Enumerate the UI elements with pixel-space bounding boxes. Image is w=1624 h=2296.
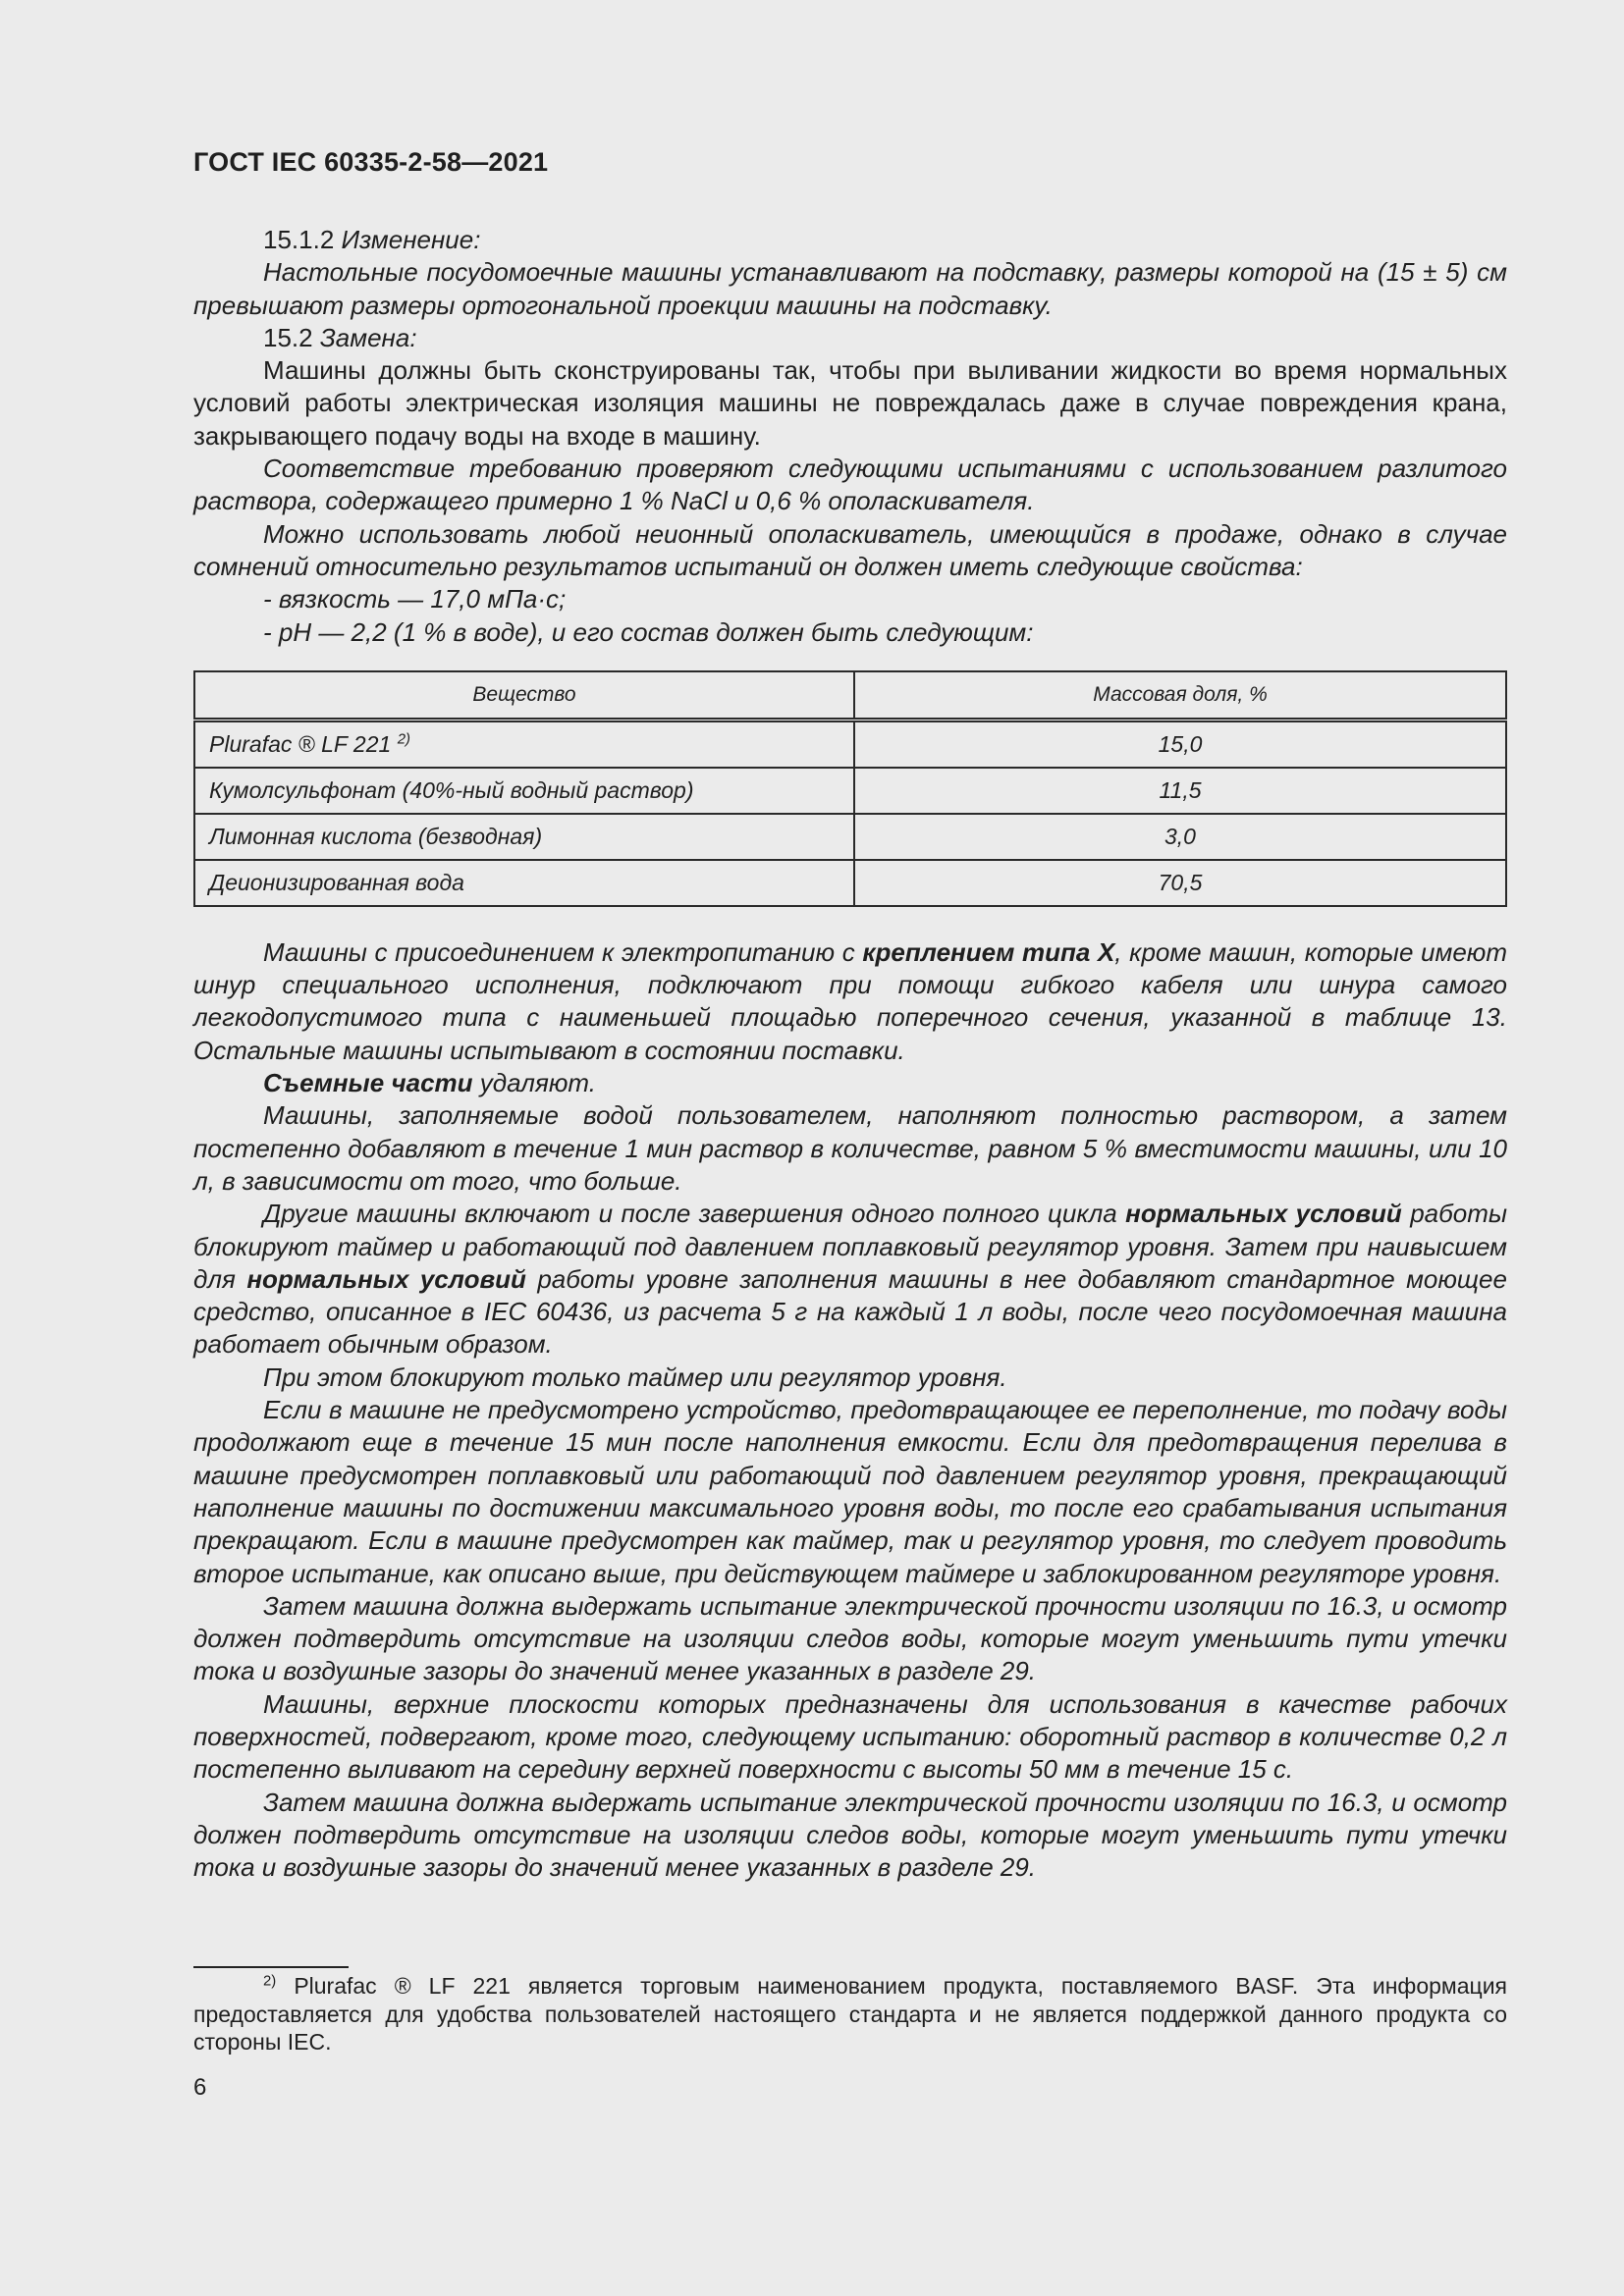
list-item-text: - pH — 2,2 (1 % в воде), и его состав должен быть следующим: <box>263 616 1034 647</box>
column-header-substance: Вещество <box>194 671 854 721</box>
substance-cell <box>194 720 854 768</box>
table-row <box>194 720 1506 768</box>
paragraph-text: удаляют. <box>472 1068 596 1098</box>
table-row <box>194 814 1506 860</box>
main-content <box>193 224 1507 1884</box>
paragraph <box>193 1787 1507 1885</box>
table-header-row <box>194 671 1506 721</box>
composition-table <box>193 670 1507 907</box>
mass-fraction-cell: 3,0 <box>854 814 1506 860</box>
paragraph-text: Машины с присоединением к электропитанию с <box>263 936 863 967</box>
paragraph <box>193 936 1507 1067</box>
paragraph-text: Соответствие требованию проверяют следующими испытаниями с использованием разлитого раствора, содержащего примерно 1 % NaCl и 0,6 % ополаскивателя. <box>193 454 1507 516</box>
substance-cell: Лимонная кислота (безводная) <box>194 814 854 860</box>
paragraph-text: работы уровне заполнения машины в нее добавляют стандартное моющее средство, описанное в IEC 60436, из расчета 5 г на каждый 1 л воды, после чего посудомоечная машина работает обычным образом. <box>193 1263 1507 1360</box>
paragraph-text: Можно использовать любой неионный ополаскиватель, имеющийся в продаже, однако в случае сомнений относительно результатов испытаний он должен иметь следующие свойства: <box>193 518 1507 581</box>
page-number: 6 <box>193 2074 207 2101</box>
paragraph <box>193 256 1507 322</box>
table-row <box>194 860 1506 906</box>
defined-term: Съемные части <box>263 1068 473 1098</box>
footnote-text <box>193 1972 1507 2056</box>
document-header: ГОСТ IEC 60335-2-58—2021 <box>193 147 549 177</box>
clause-label: Замена: <box>319 322 417 352</box>
paragraph-text: , кроме машин, которые имеют шнур специального исполнения, подключают при помощи гибкого кабеля или шнура самого легкодопустимого типа с наименьшей площадью поперечного сечения, указанной в таблице 13. Остальные машины испытывают в состоянии поставки. <box>193 936 1507 1065</box>
list-item <box>193 583 1507 615</box>
paragraph <box>193 1394 1507 1590</box>
paragraph-text: Если в машине не предусмотрено устройство, предотвращающее ее переполнение, то подачу воды продолжают еще в течение 15 мин после наполнения емкости. Если для предотвращения перелива в машине предусмотрен поплавковый или работающий под давлением регулятор уровня, прекращающий наполнение машины по достижении максимального уровня воды, то после его срабатывания испытания прекращают. Если в машине предусмотрен как таймер, так и регулятор уровня, то следует проводить второе испытание, как описано выше, при действующем таймере и заблокированном регуляторе уровня. <box>193 1395 1507 1588</box>
mass-fraction-cell: 15,0 <box>854 720 1506 768</box>
footnote-divider <box>193 1966 349 1968</box>
paragraph-text: Настольные посудомоечные машины устанавливают на подставку, размеры которой на (15 ± 5) см превышают размеры ортогональной проекции машины на подставку. <box>193 257 1507 320</box>
list-item <box>193 616 1507 649</box>
paragraph-text: работы блокируют таймер и работающий под давлением поплавковый регулятор уровня. Затем при наивысшем для <box>193 1199 1507 1294</box>
defined-term: нормальных условий <box>246 1263 526 1294</box>
table-row <box>194 768 1506 814</box>
paragraph <box>193 1198 1507 1361</box>
substance-cell: Деионизированная вода <box>194 860 854 906</box>
substance-name: Plurafac ® LF 221 <box>209 730 392 757</box>
paragraph <box>193 1590 1507 1688</box>
clause-number: 15.1.2 <box>263 225 335 254</box>
column-header-mass-fraction: Массовая доля, % <box>854 671 1506 721</box>
paragraph <box>193 1099 1507 1198</box>
paragraph <box>193 1067 1507 1099</box>
mass-fraction-cell: 70,5 <box>854 860 1506 906</box>
footnote-marker: 2) <box>263 1972 277 1990</box>
clause-15-2 <box>193 322 1507 354</box>
clause-number: 15.2 <box>263 322 313 352</box>
paragraph-text: Другие машины включают и после завершения одного полного цикла <box>263 1199 1126 1229</box>
paragraph <box>193 1688 1507 1787</box>
substance-cell: Кумолсульфонат (40%-ный водный раствор) <box>194 768 854 814</box>
paragraph <box>193 518 1507 584</box>
paragraph-text: При этом блокируют только таймер или регулятор уровня. <box>263 1362 1007 1392</box>
footnote-ref: 2) <box>397 730 410 748</box>
defined-term: нормальных условий <box>1125 1199 1402 1229</box>
paragraph: Машины должны быть сконструированы так, чтобы при выливании жидкости во время нормальных условий работы электрическая изоляция машины не повреждалась даже в случае повреждения крана, закрывающего подачу воды на входе в машину. <box>193 355 1507 451</box>
paragraph <box>193 453 1507 518</box>
footnote <box>193 1972 1507 2056</box>
clause-15-1-2 <box>193 224 1507 256</box>
footnote-body: Plurafac ® LF 221 является торговым наименованием продукта, поставляемого BASF. Эта информация предоставляется для удобства пользователей настоящего стандарта и не является поддержкой данного продукта со стороны IEC. <box>193 1973 1508 2055</box>
mass-fraction-cell: 11,5 <box>854 768 1506 814</box>
paragraph-text: Затем машина должна выдержать испытание электрической прочности изоляции по 16.3, и осмотр должен подтвердить отсутствие на изоляции следов воды, которые могут уменьшить пути утечки тока и воздушные зазоры до значений менее указанных в разделе 29. <box>193 1787 1507 1883</box>
list-item-text: - вязкость — 17,0 мПа·с; <box>263 584 567 614</box>
defined-term: креплением типа X <box>862 936 1115 967</box>
paragraph-text: Машины, заполняемые водой пользователем, наполняют полностью раствором, а затем постепенно добавляют в течение 1 мин раствор в количестве, равном 5 % вместимости машины, или 10 л, в зависимости от того, что больше. <box>193 1100 1507 1196</box>
paragraph <box>193 1362 1507 1394</box>
paragraph-text: Машины, верхние плоскости которых предназначены для использования в качестве рабочих поверхностей, подвергают, кроме того, следующему испытанию: оборотный раствор в количестве 0,2 л постепенно выливают на середину верхней поверхности с высоты 50 мм в течение 15 с. <box>193 1688 1507 1785</box>
paragraph-text: Затем машина должна выдержать испытание электрической прочности изоляции по 16.3, и осмотр должен подтвердить отсутствие на изоляции следов воды, которые могут уменьшить пути утечки тока и воздушные зазоры до значений менее указанных в разделе 29. <box>193 1590 1507 1686</box>
clause-label: Изменение: <box>341 225 481 254</box>
